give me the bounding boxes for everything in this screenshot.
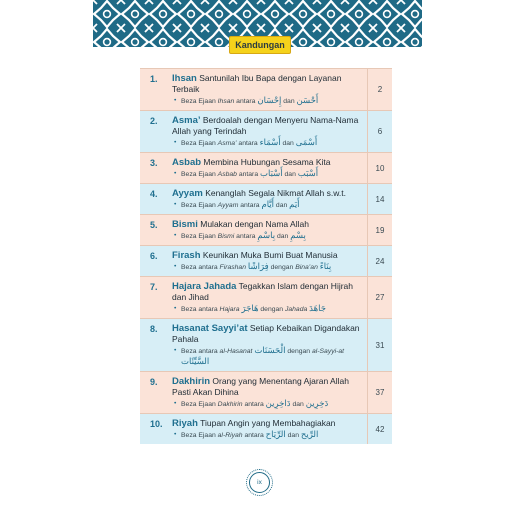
entry-number: 5. xyxy=(150,220,158,230)
toc-row[interactable] xyxy=(140,276,392,318)
arabic-term-2: السَّيِّئَات xyxy=(181,357,210,367)
entry-title-text: Tegakkan Islam dengan Hijrah dan Jihad xyxy=(172,281,353,302)
entry-title xyxy=(172,157,366,168)
arabic-term-1: أَيَّام xyxy=(261,200,275,210)
bullet-icon: • xyxy=(174,232,177,239)
bullet-icon: • xyxy=(174,139,177,146)
note-term: Ihsan xyxy=(217,98,235,105)
entry-keyword: Bismi xyxy=(172,219,198,230)
entry-page-number: 2 xyxy=(367,69,392,110)
arabic-term-1: بِاسْمِ xyxy=(257,231,276,241)
entry-page-number: 19 xyxy=(367,215,392,245)
bullet-icon: • xyxy=(174,347,177,354)
arabic-term-2: أَسْبَب xyxy=(297,169,319,179)
entry-page-number: 42 xyxy=(367,414,392,444)
note-prefix: Beza antara xyxy=(181,348,220,355)
entry-note xyxy=(172,304,366,315)
entry-number: 2. xyxy=(150,116,158,126)
note-connector: dan xyxy=(274,202,290,209)
toc-row[interactable] xyxy=(140,110,392,152)
entry-content xyxy=(172,372,366,413)
toc-row[interactable] xyxy=(140,152,392,183)
bullet-icon: • xyxy=(174,263,177,270)
arabic-term-2: بِنَاءً xyxy=(319,262,332,272)
note-term: Hajara xyxy=(219,306,240,313)
entry-note xyxy=(172,346,366,368)
entry-note xyxy=(172,96,366,107)
note-prefix: Beza Ejaan xyxy=(181,432,218,439)
entry-title xyxy=(172,73,366,95)
note-prefix: Beza Ejaan xyxy=(181,140,218,147)
note-term: Bismi xyxy=(217,233,235,240)
entry-title-text: Tiupan Angin yang Membahagiakan xyxy=(200,418,336,428)
entry-title xyxy=(172,418,366,429)
note-middle: antara xyxy=(242,401,266,408)
note-connector: dan xyxy=(285,432,301,439)
entry-title xyxy=(172,376,366,398)
arabic-term-1: هَاجَرَ xyxy=(241,304,259,314)
bullet-icon: • xyxy=(174,170,177,177)
table-of-contents xyxy=(140,68,392,444)
arabic-term-1: الْحَسَنَات xyxy=(254,346,286,356)
entry-keyword: Ihsan xyxy=(172,73,197,84)
arabic-term-2: جَاهَدَ xyxy=(309,304,326,314)
toc-row[interactable] xyxy=(140,371,392,413)
entry-number: 8. xyxy=(150,324,158,334)
entry-title xyxy=(172,250,366,261)
note-term-2: Jahada xyxy=(284,306,308,313)
note-prefix: Beza Ejaan xyxy=(181,98,218,105)
entry-note xyxy=(172,231,366,242)
arabic-term-2: أَسْمَى xyxy=(295,138,318,148)
arabic-term-1: أَسْبَاب xyxy=(260,169,283,179)
entry-content xyxy=(172,153,366,183)
note-connector: dan xyxy=(281,98,297,105)
entry-keyword: Asma’ xyxy=(172,115,201,126)
entry-number: 10. xyxy=(150,419,163,429)
entry-number: 1. xyxy=(150,74,158,84)
note-term-2: Bina’an xyxy=(295,264,318,271)
entry-page-number: 10 xyxy=(367,153,392,183)
entry-note xyxy=(172,262,366,273)
arabic-term-2: أَيَم xyxy=(289,200,300,210)
bullet-icon: • xyxy=(174,201,177,208)
entry-title-text: Orang yang Menentang Ajaran Allah Pasti Akan Dihina xyxy=(172,376,349,397)
note-connector: dan xyxy=(280,140,296,147)
entry-page-number: 27 xyxy=(367,277,392,318)
note-connector: dengan xyxy=(285,348,312,355)
note-middle: antara xyxy=(236,140,260,147)
arabic-term-1: الرِّيَاح xyxy=(265,430,286,440)
entry-note xyxy=(172,200,366,211)
note-term: Ayyam xyxy=(217,202,239,209)
entry-content xyxy=(172,184,366,214)
note-connector: dan xyxy=(290,401,306,408)
arabic-term-1: فِرَاشًا xyxy=(247,262,269,272)
note-middle: antara xyxy=(242,432,266,439)
arabic-term-2: الرِّيح xyxy=(300,430,319,440)
entry-title xyxy=(172,219,366,230)
entry-page-number: 31 xyxy=(367,319,392,371)
entry-number: 3. xyxy=(150,158,158,168)
bullet-icon: • xyxy=(174,97,177,104)
note-prefix: Beza Ejaan xyxy=(181,233,218,240)
entry-note xyxy=(172,399,366,410)
note-term: al-Hasanat xyxy=(219,348,253,355)
arabic-term-2: أَحْسَن xyxy=(296,96,319,106)
entry-title xyxy=(172,188,366,199)
entry-keyword: Ayyam xyxy=(172,188,203,199)
note-term-2: al-Sayyi-at xyxy=(311,348,345,355)
note-term: Dakhirin xyxy=(217,401,243,408)
arabic-term-1: إِحْسَان xyxy=(257,96,282,106)
note-middle: antara xyxy=(236,171,260,178)
entry-number: 7. xyxy=(150,282,158,292)
entry-note xyxy=(172,430,366,441)
note-prefix: Beza antara xyxy=(181,264,220,271)
entry-title-text: Keunikan Muka Bumi Buat Manusia xyxy=(202,250,338,260)
entry-title xyxy=(172,115,366,137)
entry-page-number: 24 xyxy=(367,246,392,276)
bullet-icon: • xyxy=(174,400,177,407)
note-term: Asbab xyxy=(217,171,237,178)
entry-number: 4. xyxy=(150,189,158,199)
entry-title-text: Santunilah Ibu Bapa dengan Layanan Terbaik xyxy=(172,73,342,94)
note-connector: dan xyxy=(282,171,298,178)
entry-title xyxy=(172,323,366,345)
entry-content xyxy=(172,246,366,276)
entry-content xyxy=(172,111,366,152)
entry-keyword: Dakhirin xyxy=(172,376,211,387)
entry-page-number: 37 xyxy=(367,372,392,413)
entry-title xyxy=(172,281,366,303)
entry-content xyxy=(172,69,366,110)
arabic-term-2: بِسْمِ xyxy=(290,231,306,241)
entry-page-number: 6 xyxy=(367,111,392,152)
section-title-tab: Kandungan xyxy=(229,36,291,54)
entry-keyword: Hasanat Sayyi’at xyxy=(172,323,248,334)
note-prefix: Beza antara xyxy=(181,306,220,313)
note-term: Firashan xyxy=(219,264,246,271)
toc-row[interactable] xyxy=(140,68,392,110)
entry-note xyxy=(172,138,366,149)
entry-keyword: Hajara Jahada xyxy=(172,281,237,292)
entry-keyword: Asbab xyxy=(172,157,202,168)
note-connector: dengan xyxy=(258,306,285,313)
note-middle: antara xyxy=(238,202,262,209)
note-term: Asma’ xyxy=(217,140,237,147)
toc-row[interactable] xyxy=(140,413,392,444)
entry-content xyxy=(172,215,366,245)
entry-title-text: Membina Hubungan Sesama Kita xyxy=(203,157,331,167)
entry-number: 9. xyxy=(150,377,158,387)
entry-keyword: Riyah xyxy=(172,418,198,429)
note-connector: dengan xyxy=(268,264,296,271)
note-connector: dan xyxy=(275,233,291,240)
arabic-term-1: دَاخِرِين xyxy=(265,399,291,409)
entry-title-text: Setiap Kebaikan Digandakan Pahala xyxy=(172,323,360,344)
note-middle: antara xyxy=(234,98,258,105)
entry-note xyxy=(172,169,366,180)
note-prefix: Beza Ejaan xyxy=(181,171,218,178)
note-prefix: Beza Ejaan xyxy=(181,401,218,408)
entry-keyword: Firash xyxy=(172,250,201,261)
entry-page-number: 14 xyxy=(367,184,392,214)
page-number-badge: ix xyxy=(249,472,270,493)
entry-number: 6. xyxy=(150,251,158,261)
entry-title-text: Kenanglah Segala Nikmat Allah s.w.t. xyxy=(205,188,346,198)
entry-content xyxy=(172,277,366,318)
arabic-term-1: أَسْمَاء xyxy=(259,138,281,148)
bullet-icon: • xyxy=(174,431,177,438)
entry-content xyxy=(172,414,366,444)
note-middle: antara xyxy=(234,233,258,240)
arabic-term-2: دَخِرِين xyxy=(305,399,329,409)
bullet-icon: • xyxy=(174,305,177,312)
entry-title-text: Berdoalah dengan Menyeru Nama-Nama Allah yang Terindah xyxy=(172,115,359,136)
toc-row[interactable] xyxy=(140,245,392,276)
toc-row[interactable] xyxy=(140,318,392,371)
note-term: al-Riyah xyxy=(217,432,243,439)
toc-row[interactable] xyxy=(140,214,392,245)
note-prefix: Beza Ejaan xyxy=(181,202,218,209)
toc-row[interactable] xyxy=(140,183,392,214)
entry-title-text: Mulakan dengan Nama Allah xyxy=(200,219,309,229)
entry-content xyxy=(172,319,366,371)
